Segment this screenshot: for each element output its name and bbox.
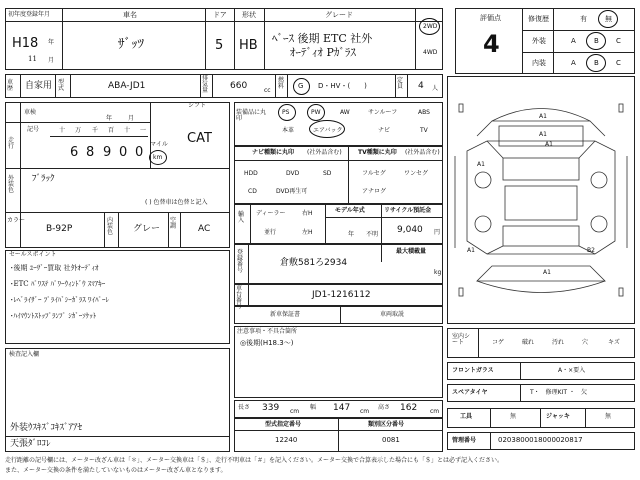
score-label: 評価点 [480, 14, 501, 22]
docs-frame [234, 306, 443, 324]
color-code-value: B-92P [46, 224, 73, 234]
car-name: ｻﾞｯﾂ [118, 37, 144, 52]
car-name-label: 車名 [123, 11, 137, 19]
mileage-digit-1: 6 [70, 145, 79, 160]
mark-a1-rear: A1 [543, 269, 551, 276]
shape-value: HB [239, 38, 258, 53]
repair-label: 修復歴 [528, 15, 549, 23]
mark-a1-hood: A1 [545, 141, 553, 148]
inspector-line-1: 外装ｳｽｷｽﾞｺｷｽﾞｱｱｾ [10, 423, 83, 433]
mileage-digit-5: 0 [135, 145, 144, 160]
interior-b-circle [586, 54, 606, 72]
exterior-color-value: ﾌﾞﾗｯｸ [32, 174, 55, 184]
interior-label: 内装 [532, 59, 546, 67]
room-seat-frame [447, 328, 635, 358]
class-value: 0081 [382, 436, 400, 444]
notes-value: ◎後期(H18.3〜) [240, 339, 294, 347]
chassis-value: JD1-1216112 [312, 290, 371, 300]
repair-no-circle [598, 10, 618, 28]
interior-color-value: グレー [133, 224, 161, 234]
drive-2wd: 2WD [423, 23, 438, 30]
mark-b2-rear-right: B2 [587, 247, 595, 254]
grade-line1: ﾍﾞｰｽ 後期 ETC 社外 [272, 32, 373, 45]
mark-a1-front: A1 [539, 113, 547, 120]
usage-value: 自家用 [25, 81, 53, 91]
exterior-b-circle [586, 32, 606, 50]
mileage-digit-2: 8 [86, 145, 95, 160]
car-condition-diagram [447, 76, 635, 324]
designation-value: 12240 [275, 436, 298, 444]
footer-note-2: また、メーター交換の条件を満たしていないものはメーター改ざん車となります。 [5, 467, 227, 474]
footer-note-1: 走行距離の記号欄には、メーター改ざん車は「＊」、メーター交換車は「＄」、走行不明車は「＃」を記入ください。メーター交換で合算表示した場合にも「＄」とは必ず記入ください。 [5, 457, 504, 464]
recycle-value: 9,040 [397, 225, 423, 235]
drive-4wd: 4WD [423, 49, 438, 56]
shape-label: 形状 [242, 11, 256, 19]
model-value: ABA-JD1 [108, 81, 146, 91]
sales-line-2: ･ETC ﾊﾟﾜｽﾃ ﾊﾟﾜｰｳｨﾝﾄﾞｳ ｽﾏｱｷｰ [10, 280, 106, 288]
capacity-value: 4 [418, 81, 424, 91]
registration-value: 倉敷581ろ2934 [280, 258, 348, 268]
reg-month: 11 [28, 55, 37, 63]
grade-label: グレード [325, 11, 353, 19]
mileage-digit-3: 9 [103, 145, 112, 160]
sales-line-1: ･後期 ﾕｰｻﾞｰ買取 社外ｵｰﾃﾞｨｵ [10, 264, 99, 272]
grade-line2: ｵｰﾃﾞｨｵ Pｶﾞﾗｽ [290, 46, 356, 59]
exterior-label: 外装 [532, 37, 546, 45]
displacement-value: 660 [230, 81, 248, 91]
mileage-digit-4: 0 [119, 145, 128, 160]
sales-line-4: ･ﾊｲﾏｳﾝﾄｽﾄｯﾌﾟﾗﾝﾌﾟ ｼｶﾞｰｿｹｯﾄ [10, 312, 97, 320]
width-value: 147 [333, 403, 351, 413]
first-reg-label: 初年度登録年月 [8, 11, 51, 18]
doors-label: ドア [213, 11, 227, 19]
notes-frame [234, 326, 443, 398]
mark-a1-bumper: A1 [539, 131, 547, 138]
sales-line-3: ･ﾚﾍﾞﾗｲｻﾞｰ ﾌﾟﾗｲﾊﾞｼｰｶﾞﾗｽ ﾜｲﾊﾟｰﾚ [10, 296, 109, 304]
mgmt-number: 0203800018000020817 [498, 436, 583, 444]
aircon-value: AC [198, 224, 211, 234]
shift-value: CAT [187, 131, 212, 146]
mark-a1-rear-left: A1 [467, 247, 475, 254]
mark-a1-left: A1 [477, 161, 485, 168]
score-value: 4 [483, 30, 500, 58]
inspector-line-2: 天張ﾀﾞﾛｺﾚ [10, 439, 51, 449]
height-value: 162 [400, 403, 418, 413]
doors-value: 5 [215, 38, 224, 53]
length-value: 339 [262, 403, 280, 413]
reg-year: H18 [12, 36, 39, 51]
